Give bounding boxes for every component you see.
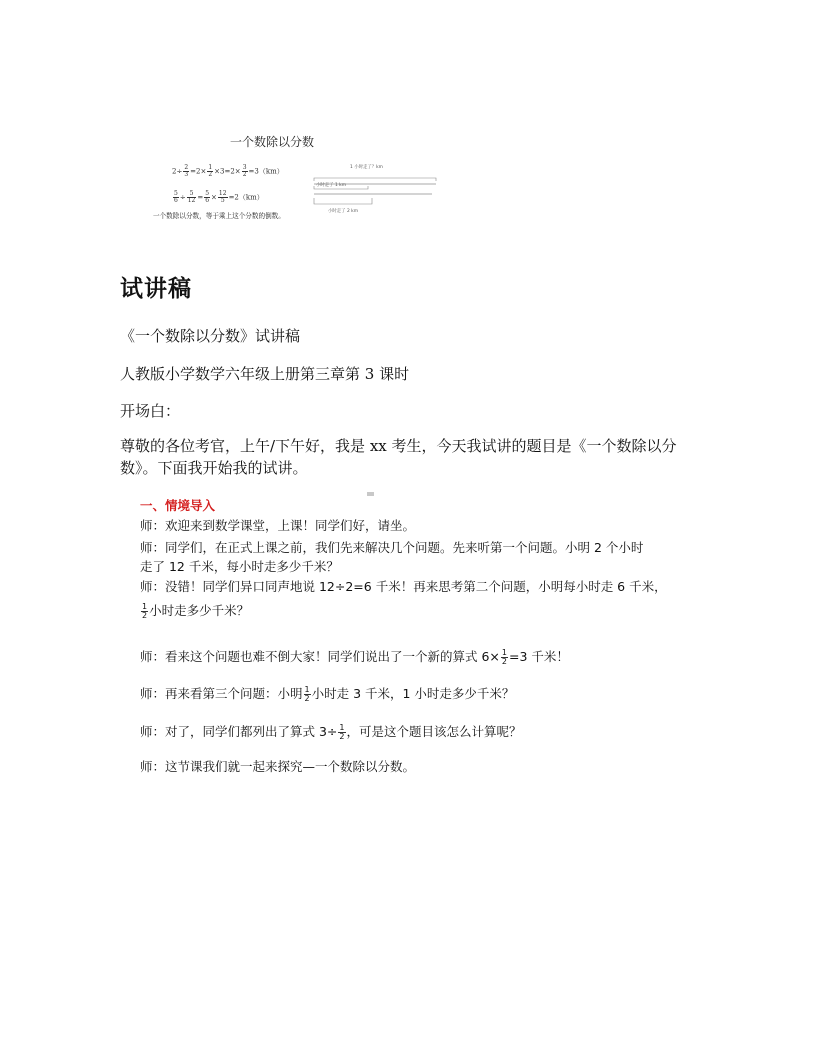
script-line: 师：看来这个问题也难不倒大家！同学们说出了一个新的算式 6× $\frac{1}{2}$ =3 千米！ bbox=[140, 648, 569, 666]
segment-diagram bbox=[308, 164, 438, 218]
equation-2: $\frac{5}{6}$ ÷ $\frac{5}{12}$ = $\frac{5}{6}$ × $\frac{12}{5}$ =2（km） bbox=[174, 190, 264, 204]
script-line: $\frac{1}{2}$ 小时走多少千米？ bbox=[142, 602, 250, 620]
page-heading: 试讲稿 bbox=[120, 276, 192, 302]
diagram-label-3: 小时走了 2 km bbox=[328, 209, 358, 214]
equation-1: 2÷ $\frac{2}{3}$ =2× $\frac{1}{2}$ ×3=2× $\frac{3}{2}$ =3（km） bbox=[172, 164, 284, 178]
script-line: 师：欢迎来到数学课堂，上课！同学们好，请坐。 bbox=[140, 518, 416, 533]
fraction-half: $\frac{1}{2}$ bbox=[339, 723, 345, 741]
paragraph-course: 人教版小学数学六年级上册第三章第 3 课时 bbox=[120, 365, 410, 383]
figure-title: 一个数除以分数 bbox=[230, 135, 315, 149]
figure-rule-note: 一个数除以分数，等于乘上这个分数的倒数。 bbox=[153, 212, 285, 220]
paragraph-opening-label: 开场白： bbox=[120, 402, 181, 420]
section-title: 一、情境导入 bbox=[140, 498, 216, 513]
lesson-figure bbox=[150, 128, 450, 228]
lesson-script-image bbox=[136, 494, 696, 784]
fraction-half: $\frac{1}{2}$ bbox=[142, 602, 148, 620]
script-line: 走了 12 千米，每小时走多少千米？ bbox=[140, 559, 339, 574]
diagram-label-1: 1 小时走了？km bbox=[350, 165, 383, 170]
diagram-label-2: 小时走了 1 km bbox=[316, 183, 346, 188]
script-line: 师：这节课我们就一起来探究—一个数除以分数。 bbox=[140, 759, 416, 774]
paragraph-opening-text: 尊敬的各位考官，上午/下午好，我是 xx 考生，今天我试讲的题目是《一个数除以分数》。下面我开始我的试讲。 bbox=[120, 437, 677, 477]
fraction-half: $\frac{1}{2}$ bbox=[501, 648, 507, 666]
script-line: 师：对了，同学们都列出了算式 3÷ $\frac{1}{2}$ ，可是这个题目该怎么计算呢？ bbox=[140, 723, 522, 741]
fraction-half: $\frac{1}{2}$ bbox=[304, 685, 310, 703]
script-line: 师：没错！同学们异口同声地说 12÷2=6 千米！再来思考第二个问题，小明每小时走 6 千米， bbox=[140, 579, 667, 594]
script-line: 师：再来看第三个问题：小明 $\frac{1}{2}$ 小时走 3 千米，1 小时走多少千米？ bbox=[140, 685, 515, 703]
paragraph-title: 《一个数除以分数》试讲稿 bbox=[120, 327, 301, 345]
script-line: 师：同学们，在正式上课之前，我们先来解决几个问题。先来听第一个问题。小明 2 个小时 bbox=[140, 540, 644, 555]
